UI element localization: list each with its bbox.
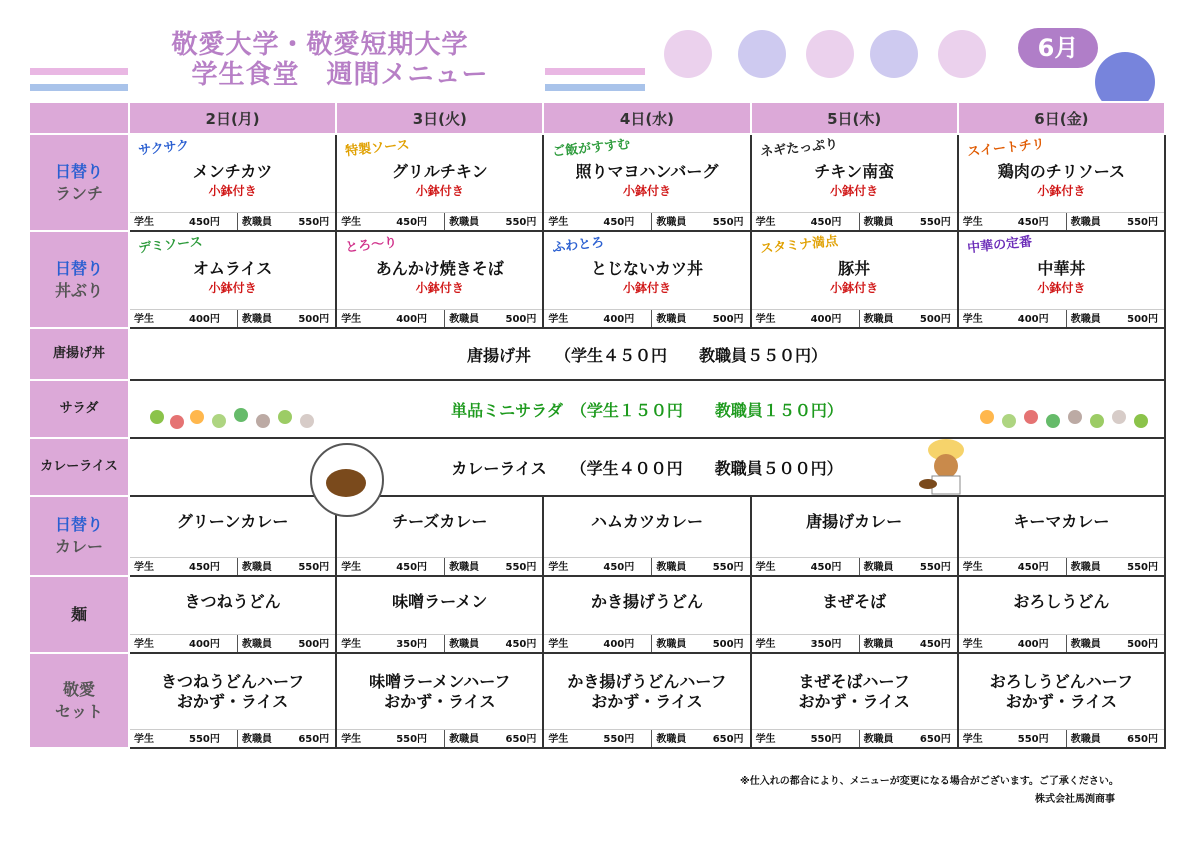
dish-name: 豚丼 [838, 259, 871, 278]
price-row: 学生 450円 教職員 550円 [337, 557, 542, 575]
row-label-set: 敬愛 セット [29, 653, 129, 748]
menu-cell [958, 653, 1165, 748]
price-row: 学生 400円 教職員 500円 [752, 309, 957, 327]
price-row: 学生 400円 教職員 500円 [959, 309, 1164, 327]
side-dish-note: 小鉢付き [208, 281, 257, 295]
side-dish-note: 小鉢付き [622, 281, 671, 295]
donburi-row [29, 231, 1165, 328]
price-row: 学生 400円 教職員 500円 [130, 634, 335, 652]
dish-name: 照りマヨハンバーグ [575, 162, 719, 181]
row-label-daily-curry: 日替り カレー [29, 496, 129, 576]
dish-name: とじないカツ丼 [590, 259, 703, 278]
company-name: 株式会社馬渕商事 [1035, 794, 1115, 805]
weekly-menu-table [28, 101, 1166, 749]
set-dish: 味噌ラーメンハーフ おかず・ライス [369, 672, 511, 711]
dish-tag: ご飯がすすむ [552, 136, 632, 161]
menu-cell [958, 231, 1165, 328]
price-row: 学生 550円 教職員 650円 [544, 729, 749, 747]
row-label-salad: サラダ [29, 380, 129, 438]
price-row: 学生 400円 教職員 500円 [337, 309, 542, 327]
price-row: 学生 450円 教職員 550円 [544, 557, 749, 575]
set-dish: おろしうどんハーフ おかず・ライス [989, 672, 1133, 711]
dish-name: 味噌ラーメン [392, 592, 488, 611]
price-row: 学生 400円 教職員 500円 [544, 634, 749, 652]
price-row: 学生 350円 教職員 450円 [752, 634, 957, 652]
dish-name: チーズカレー [392, 512, 488, 531]
side-dish-note: 小鉢付き [830, 281, 879, 295]
price-row: 学生 400円 教職員 500円 [130, 309, 335, 327]
dish-tag: 特製ソース [344, 137, 411, 160]
dish-tag: サクサク [137, 138, 190, 159]
dish-name: 中華丼 [1037, 259, 1086, 278]
price-row: 学生 400円 教職員 500円 [959, 634, 1164, 652]
day-header: 5日(木) [751, 102, 958, 134]
side-dish-note: 小鉢付き [415, 184, 464, 198]
chef-illustration [918, 438, 970, 496]
menu-cell [336, 231, 543, 328]
salad-row [29, 380, 1165, 438]
title-stripe-blue-left [30, 84, 128, 91]
dish-tag: スタミナ満点 [759, 233, 839, 258]
dish-tag: スイートチリ [966, 136, 1046, 161]
month-badge: 6月 [1018, 28, 1098, 68]
title-line-2: 学生食堂 週間メニュー [191, 60, 489, 90]
title-stripe-pink-right [545, 68, 645, 75]
menu-cell [543, 134, 750, 231]
menu-cell [751, 231, 958, 328]
menu-cell [129, 653, 336, 748]
price-row: 学生 450円 教職員 550円 [544, 212, 749, 230]
dish-name: メンチカツ [192, 162, 273, 181]
day-header-row [29, 102, 1165, 134]
menu-cell [336, 134, 543, 231]
karaage-row [29, 328, 1165, 380]
price-row: 学生 450円 教職員 550円 [130, 557, 335, 575]
menu-cell [958, 496, 1165, 576]
side-dish-note: 小鉢付き [830, 184, 879, 198]
set-row [29, 653, 1165, 748]
price-row: 学生 450円 教職員 550円 [752, 557, 957, 575]
footnote: ※仕入れの都合により、メニューが変更になる場合がございます。ご了承ください。 [740, 776, 1119, 787]
menu-cell [751, 653, 958, 748]
day-header: 6日(金) [958, 102, 1165, 134]
dish-name: グリーンカレー [176, 512, 289, 531]
price-row: 学生 550円 教職員 650円 [959, 729, 1164, 747]
dish-name: キーマカレー [1013, 512, 1110, 531]
price-row: 学生 450円 教職員 550円 [337, 212, 542, 230]
salad-price-line: 単品ミニサラダ （学生１５０円 教職員１５０円） [129, 380, 1165, 438]
day-header: 4日(水) [543, 102, 750, 134]
curry-plate-illustration [310, 443, 384, 517]
curry-row [29, 438, 1165, 496]
price-row: 学生 550円 教職員 650円 [130, 729, 335, 747]
menu-cell [129, 231, 336, 328]
set-dish: きつねうどんハーフ おかず・ライス [160, 672, 305, 711]
set-dish: かき揚げうどんハーフ おかず・ライス [567, 672, 727, 711]
menu-cell [543, 653, 750, 748]
set-dish: まぜそばハーフ おかず・ライス [798, 672, 910, 711]
price-row: 学生 450円 教職員 550円 [959, 557, 1164, 575]
price-row: 学生 400円 教職員 500円 [544, 309, 749, 327]
menu-cell [543, 231, 750, 328]
dish-name: オムライス [192, 259, 273, 278]
menu-cell [751, 134, 958, 231]
row-label-lunch: 日替り ランチ [29, 134, 129, 231]
dish-tag: とろ〜り [344, 235, 399, 256]
lunch-row [29, 134, 1165, 231]
price-row: 学生 450円 教職員 550円 [130, 212, 335, 230]
dish-name: まぜそば [822, 592, 887, 611]
side-dish-note: 小鉢付き [1037, 184, 1086, 198]
menu-cell [543, 496, 750, 576]
dish-tag: ネギたっぷり [759, 136, 839, 161]
row-label-donburi: 日替り 丼ぶり [29, 231, 129, 328]
noodles-row [29, 576, 1165, 653]
dish-tag: デミソース [137, 234, 204, 257]
dish-tag: 中華の定番 [966, 234, 1033, 257]
row-label-karaage: 唐揚げ丼 [29, 328, 129, 380]
menu-cell [958, 134, 1165, 231]
price-row: 学生 550円 教職員 650円 [337, 729, 542, 747]
menu-cell [958, 576, 1165, 653]
dish-name: きつねうどん [184, 592, 281, 611]
row-label-noodles: 麺 [29, 576, 129, 653]
menu-cell [336, 653, 543, 748]
side-dish-note: 小鉢付き [208, 184, 257, 198]
menu-cell [543, 576, 750, 653]
price-row: 学生 550円 教職員 650円 [752, 729, 957, 747]
dish-name: おろしうどん [1013, 592, 1110, 611]
dish-name: グリルチキン [391, 162, 488, 181]
side-dish-note: 小鉢付き [1037, 281, 1086, 295]
title-stripe-blue-right [545, 84, 645, 91]
title-stripe-pink-left [30, 68, 128, 75]
dish-name: 鶏肉のチリソース [997, 162, 1125, 181]
row-label-curry: カレーライス [29, 438, 129, 496]
dish-tag: ふわとろ [551, 235, 606, 256]
side-dish-note: 小鉢付き [622, 184, 671, 198]
curry-price-line: カレーライス （学生４００円 教職員５００円） [129, 438, 1165, 496]
dish-name: チキン南蛮 [814, 162, 895, 181]
price-row: 学生 450円 教職員 550円 [959, 212, 1164, 230]
page-title [130, 30, 510, 90]
day-header: 2日(月) [129, 102, 336, 134]
menu-cell [129, 576, 336, 653]
dish-name: ハムカツカレー [590, 512, 703, 531]
menu-cell [751, 576, 958, 653]
dish-name: 唐揚げカレー [806, 512, 903, 531]
karaage-price-line: 唐揚げ丼 （学生４５０円 教職員５５０円） [129, 328, 1165, 380]
price-row: 学生 450円 教職員 550円 [752, 212, 957, 230]
daily-curry-row [29, 496, 1165, 576]
dish-name: かき揚げうどん [590, 592, 703, 611]
corner-cell [29, 102, 129, 134]
day-header: 3日(火) [336, 102, 543, 134]
menu-cell [129, 134, 336, 231]
dish-name: あんかけ焼きそば [375, 259, 504, 278]
price-row: 学生 350円 教職員 450円 [337, 634, 542, 652]
menu-cell [129, 496, 336, 576]
menu-cell [336, 576, 543, 653]
title-line-1: 敬愛大学・敬愛短期大学 [171, 30, 469, 60]
menu-cell [751, 496, 958, 576]
side-dish-note: 小鉢付き [415, 281, 464, 295]
